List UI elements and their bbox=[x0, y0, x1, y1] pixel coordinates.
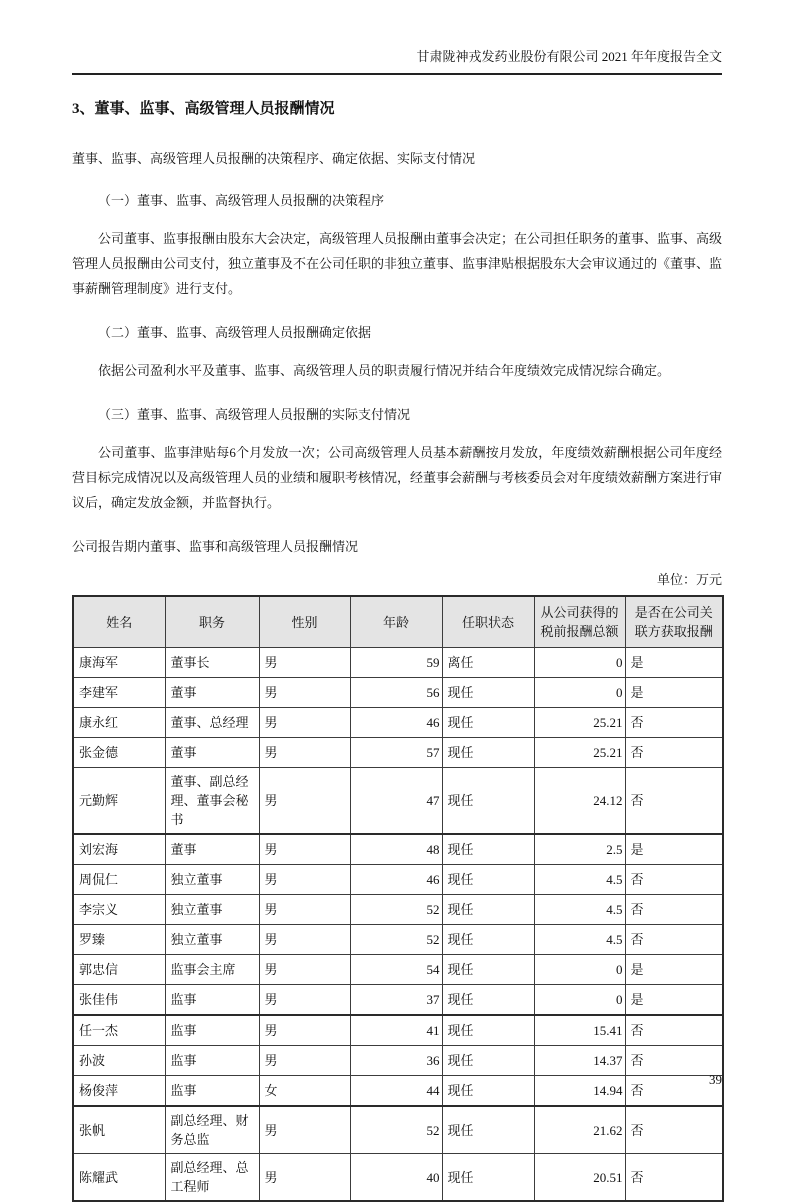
table-cell: 4.5 bbox=[534, 925, 625, 955]
table-cell: 张帆 bbox=[73, 1106, 165, 1154]
table-cell: 现任 bbox=[442, 895, 534, 925]
table-cell: 20.51 bbox=[534, 1154, 625, 1202]
table-row bbox=[73, 985, 723, 1016]
table-cell: 男 bbox=[259, 925, 350, 955]
table-cell: 15.41 bbox=[534, 1015, 625, 1046]
table-cell: 男 bbox=[259, 1046, 350, 1076]
table-cell: 男 bbox=[259, 678, 350, 708]
table-cell: 现任 bbox=[442, 1015, 534, 1046]
table-cell: 2.5 bbox=[534, 834, 625, 865]
column-header: 姓名 bbox=[73, 596, 165, 648]
column-header: 从公司获得的税前报酬总额 bbox=[534, 596, 625, 648]
table-row bbox=[73, 1046, 723, 1076]
table-row bbox=[73, 895, 723, 925]
table-cell: 监事 bbox=[165, 1046, 259, 1076]
table-cell: 现任 bbox=[442, 738, 534, 768]
table-cell: 独立董事 bbox=[165, 895, 259, 925]
table-cell: 是 bbox=[625, 834, 723, 865]
table-cell: 男 bbox=[259, 1015, 350, 1046]
table-cell: 董事长 bbox=[165, 648, 259, 678]
table-cell: 李建军 bbox=[73, 678, 165, 708]
table-cell: 男 bbox=[259, 708, 350, 738]
table-caption: 公司报告期内董事、监事和高级管理人员报酬情况 bbox=[72, 539, 359, 554]
table-cell: 监事会主席 bbox=[165, 955, 259, 985]
table-cell: 46 bbox=[350, 708, 442, 738]
table-cell: 任一杰 bbox=[73, 1015, 165, 1046]
table-cell: 独立董事 bbox=[165, 865, 259, 895]
table-cell: 董事 bbox=[165, 738, 259, 768]
table-cell: 36 bbox=[350, 1046, 442, 1076]
table-cell: 现任 bbox=[442, 985, 534, 1016]
table-cell: 男 bbox=[259, 985, 350, 1016]
table-cell: 现任 bbox=[442, 1076, 534, 1107]
table-cell: 董事 bbox=[165, 834, 259, 865]
table-cell: 40 bbox=[350, 1154, 442, 1202]
table-cell: 4.5 bbox=[534, 895, 625, 925]
table-row bbox=[73, 1076, 723, 1107]
table-cell: 郭忠信 bbox=[73, 955, 165, 985]
table-cell: 否 bbox=[625, 895, 723, 925]
table-cell: 48 bbox=[350, 834, 442, 865]
table-cell: 否 bbox=[625, 1106, 723, 1154]
table-cell: 监事 bbox=[165, 1076, 259, 1107]
table-cell: 59 bbox=[350, 648, 442, 678]
table-cell: 52 bbox=[350, 1106, 442, 1154]
table-cell: 44 bbox=[350, 1076, 442, 1107]
table-cell: 监事 bbox=[165, 985, 259, 1016]
table-cell: 4.5 bbox=[534, 865, 625, 895]
table-cell: 康永红 bbox=[73, 708, 165, 738]
table-cell: 女 bbox=[259, 1076, 350, 1107]
table-cell: 否 bbox=[625, 768, 723, 835]
page-number: 39 bbox=[709, 1072, 722, 1087]
table-cell: 刘宏海 bbox=[73, 834, 165, 865]
table-cell: 否 bbox=[625, 925, 723, 955]
table-cell: 现任 bbox=[442, 678, 534, 708]
column-header: 年龄 bbox=[350, 596, 442, 648]
table-cell: 25.21 bbox=[534, 708, 625, 738]
table-cell: 离任 bbox=[442, 648, 534, 678]
table-row bbox=[73, 1015, 723, 1046]
table-cell: 否 bbox=[625, 1076, 723, 1107]
table-cell: 0 bbox=[534, 678, 625, 708]
table-cell: 董事、副总经理、董事会秘书 bbox=[165, 768, 259, 835]
table-cell: 0 bbox=[534, 648, 625, 678]
table-cell: 罗臻 bbox=[73, 925, 165, 955]
table-row bbox=[73, 834, 723, 865]
table-cell: 男 bbox=[259, 648, 350, 678]
table-cell: 副总经理、总工程师 bbox=[165, 1154, 259, 1202]
table-cell: 副总经理、财务总监 bbox=[165, 1106, 259, 1154]
table-cell: 14.37 bbox=[534, 1046, 625, 1076]
table-cell: 57 bbox=[350, 738, 442, 768]
table-cell: 47 bbox=[350, 768, 442, 835]
table-cell: 37 bbox=[350, 985, 442, 1016]
table-cell: 男 bbox=[259, 738, 350, 768]
table-row bbox=[73, 1154, 723, 1202]
table-cell: 男 bbox=[259, 768, 350, 835]
table-cell: 25.21 bbox=[534, 738, 625, 768]
table-cell: 董事 bbox=[165, 678, 259, 708]
table-cell: 41 bbox=[350, 1015, 442, 1046]
table-cell: 现任 bbox=[442, 768, 534, 835]
table-cell: 24.12 bbox=[534, 768, 625, 835]
table-cell: 男 bbox=[259, 1154, 350, 1202]
subsection-2-heading: （二）董事、监事、高级管理人员报酬确定依据 bbox=[98, 325, 372, 340]
column-header: 职务 bbox=[165, 596, 259, 648]
remuneration-table bbox=[72, 595, 724, 1202]
table-cell: 康海军 bbox=[73, 648, 165, 678]
subsection-1-heading: （一）董事、监事、高级管理人员报酬的决策程序 bbox=[98, 193, 385, 208]
table-cell: 现任 bbox=[442, 1046, 534, 1076]
table-row bbox=[73, 738, 723, 768]
subsection-1-body: 公司董事、监事报酬由股东大会决定，高级管理人员报酬由董事会决定；在公司担任职务的董事、监事、高级管理人员报酬由公司支付，独立董事及不在公司任职的非独立董事、监事津贴根据股东大会审议通过的《董事、监事薪酬管理制度》进行支付。 bbox=[72, 231, 723, 296]
table-cell: 56 bbox=[350, 678, 442, 708]
table-cell: 现任 bbox=[442, 925, 534, 955]
table-cell: 是 bbox=[625, 678, 723, 708]
table-cell: 男 bbox=[259, 1106, 350, 1154]
table-cell: 现任 bbox=[442, 1154, 534, 1202]
table-cell: 张佳伟 bbox=[73, 985, 165, 1016]
document-header-title: 甘肃陇神戎发药业股份有限公司 2021 年年度报告全文 bbox=[72, 48, 722, 75]
column-header: 任职状态 bbox=[442, 596, 534, 648]
table-cell: 54 bbox=[350, 955, 442, 985]
column-header: 性别 bbox=[259, 596, 350, 648]
table-row bbox=[73, 648, 723, 678]
table-cell: 是 bbox=[625, 985, 723, 1016]
table-cell: 陈耀武 bbox=[73, 1154, 165, 1202]
table-row bbox=[73, 865, 723, 895]
table-cell: 现任 bbox=[442, 955, 534, 985]
table-row bbox=[73, 1106, 723, 1154]
table-cell: 元勤辉 bbox=[73, 768, 165, 835]
table-cell: 杨俊萍 bbox=[73, 1076, 165, 1107]
table-cell: 现任 bbox=[442, 865, 534, 895]
table-cell: 0 bbox=[534, 985, 625, 1016]
table-cell: 男 bbox=[259, 865, 350, 895]
table-row bbox=[73, 925, 723, 955]
column-header: 是否在公司关联方获取报酬 bbox=[625, 596, 723, 648]
table-cell: 46 bbox=[350, 865, 442, 895]
table-cell: 否 bbox=[625, 738, 723, 768]
unit-label: 单位：万元 bbox=[656, 572, 722, 587]
table-cell: 否 bbox=[625, 1046, 723, 1076]
table-cell: 孙波 bbox=[73, 1046, 165, 1076]
table-cell: 0 bbox=[534, 955, 625, 985]
table-cell: 现任 bbox=[442, 708, 534, 738]
table-cell: 男 bbox=[259, 834, 350, 865]
table-cell: 男 bbox=[259, 955, 350, 985]
subsection-3-heading: （三）董事、监事、高级管理人员报酬的实际支付情况 bbox=[98, 407, 411, 422]
table-cell: 独立董事 bbox=[165, 925, 259, 955]
table-cell: 董事、总经理 bbox=[165, 708, 259, 738]
table-row bbox=[73, 955, 723, 985]
table-cell: 52 bbox=[350, 895, 442, 925]
table-cell: 是 bbox=[625, 648, 723, 678]
table-cell: 否 bbox=[625, 865, 723, 895]
table-cell: 否 bbox=[625, 1015, 723, 1046]
table-cell: 监事 bbox=[165, 1015, 259, 1046]
table-row bbox=[73, 708, 723, 738]
table-cell: 男 bbox=[259, 895, 350, 925]
table-cell: 是 bbox=[625, 955, 723, 985]
table-cell: 14.94 bbox=[534, 1076, 625, 1107]
table-header-row bbox=[73, 596, 723, 648]
table-cell: 52 bbox=[350, 925, 442, 955]
table-cell: 否 bbox=[625, 1154, 723, 1202]
subsection-3-body: 公司董事、监事津贴每6个月发放一次；公司高级管理人员基本薪酬按月发放，年度绩效薪酬根据公司年度经营目标完成情况以及高级管理人员的业绩和履职考核情况，经董事会薪酬与考核委员会对年度绩效薪酬方案进行审议后，确定发放金额，并监督执行。 bbox=[72, 445, 723, 510]
table-row bbox=[73, 768, 723, 835]
table-cell: 否 bbox=[625, 708, 723, 738]
table-cell: 李宗义 bbox=[73, 895, 165, 925]
section-intro: 董事、监事、高级管理人员报酬的决策程序、确定依据、实际支付情况 bbox=[72, 151, 476, 166]
table-row bbox=[73, 678, 723, 708]
section-title: 3、董事、监事、高级管理人员报酬情况 bbox=[72, 101, 335, 117]
table-cell: 21.62 bbox=[534, 1106, 625, 1154]
subsection-2-body: 依据公司盈利水平及董事、监事、高级管理人员的职责履行情况并结合年度绩效完成情况综合确定。 bbox=[98, 363, 671, 378]
table-cell: 周侃仁 bbox=[73, 865, 165, 895]
table-cell: 张金德 bbox=[73, 738, 165, 768]
table-cell: 现任 bbox=[442, 834, 534, 865]
table-cell: 现任 bbox=[442, 1106, 534, 1154]
